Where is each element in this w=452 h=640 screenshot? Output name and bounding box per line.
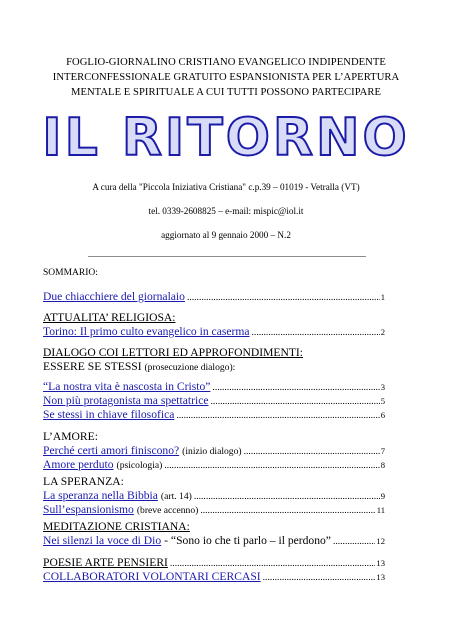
masthead-line-2: INTERCONFESSIONALE GRATUITO ESPANSIONISTA PER L’APERTURA — [52, 72, 400, 83]
section-heading-attualita: ATTUALITA’ RELIGIOSA: — [43, 311, 176, 324]
section-heading-dialogo: DIALOGO COI LETTORI ED APPROFONDIMENTI: — [43, 346, 303, 359]
toc-row — [43, 534, 385, 548]
toc-row — [43, 380, 385, 394]
masthead-line-3: MENTALE E SPIRITUALE A CUI TUTTI POSSONO PARTECIPARE — [70, 87, 382, 98]
leader-dots — [252, 326, 380, 340]
page-number: 2 — [380, 327, 385, 337]
toc-block-meditazione — [43, 520, 385, 548]
section-heading-amore: L’AMORE: — [43, 430, 98, 443]
section-heading-meditazione: MEDITAZIONE CRISTIANA: — [43, 520, 190, 533]
page-number: 13 — [376, 572, 385, 582]
leader-dots — [170, 557, 375, 571]
toc-link-protagonista[interactable]: Non più protagonista ma spettatrice — [43, 394, 209, 407]
toc-row — [43, 444, 385, 458]
leader-dots — [164, 459, 379, 473]
toc-link-poesie[interactable]: POESIE ARTE PENSIERI — [43, 556, 168, 569]
toc-link-torino[interactable]: Torino: Il primo culto evangelico in caserma — [43, 325, 250, 338]
contact-line: tel. 0339-2608825 – e-mail: mispic@iol.it — [148, 206, 304, 216]
leader-dots — [333, 535, 375, 549]
page-number: 13 — [376, 558, 385, 568]
leader-dots — [263, 571, 376, 585]
toc-block-extra — [43, 556, 385, 584]
page-number: 12 — [376, 536, 385, 546]
page-number: 6 — [380, 410, 385, 420]
summary-label: SOMMARIO: — [43, 268, 98, 278]
toc-block-attualita — [43, 311, 385, 339]
toc-link-amore-perduto[interactable]: Amore perduto — [43, 458, 114, 471]
leader-dots — [176, 409, 379, 423]
toc-block-intro — [43, 290, 385, 304]
masthead-line-1: FOGLIO-GIORNALINO CRISTIANO EVANGELICO INDIPENDENTE — [66, 57, 386, 68]
section-heading-speranza: LA SPERANZA: — [43, 475, 124, 488]
toc-link-espansionismo[interactable]: Sull’espansionismo — [43, 503, 134, 516]
toc-row — [43, 290, 385, 304]
toc-link-amori[interactable]: Perché certi amori finiscono? — [43, 444, 180, 457]
toc-link-chiacchiere[interactable]: Due chiacchiere del giornalaio — [43, 290, 185, 303]
leader-dots — [187, 291, 380, 305]
leader-dots — [244, 445, 380, 459]
toc-subtitle: - “Sono io che ti parlo – il perdono” — [164, 534, 331, 547]
toc-row — [43, 458, 385, 472]
toc-note: (psicologia) — [116, 460, 163, 471]
leader-dots — [194, 490, 380, 504]
toc-note: (art. 14) — [160, 491, 192, 502]
page-number: 3 — [380, 382, 385, 392]
toc-link-silenzi[interactable]: Nei silenzi la voce di Dio — [43, 534, 162, 547]
updated-line: aggiornato al 9 gennaio 2000 – N.2 — [161, 230, 291, 240]
divider — [88, 256, 366, 257]
toc-row — [43, 325, 385, 339]
toc-block-dialogo — [43, 346, 385, 374]
toc-row — [43, 556, 385, 570]
page-number: 1 — [380, 292, 385, 302]
curator-line: A cura della "Piccola Iniziativa Cristiana" c.p.39 – 01019 - Vetralla (VT) — [92, 182, 360, 192]
toc-note: (inizio dialogo) — [182, 446, 242, 457]
leader-dots — [200, 504, 375, 518]
leader-dots — [211, 395, 380, 409]
toc-block-essere — [43, 380, 385, 422]
toc-row — [43, 489, 385, 503]
toc-block-speranza — [43, 475, 385, 517]
toc-link-collaboratori[interactable]: COLLABORATORI VOLONTARI CERCASI — [43, 570, 261, 583]
toc-link-chiave-filosofica[interactable]: Se stessi in chiave filosofica — [43, 408, 175, 421]
toc-block-amore — [43, 430, 385, 472]
toc-row — [43, 408, 385, 422]
toc-row — [43, 570, 385, 584]
newsletter-title: IL RITORNO — [42, 108, 410, 168]
masthead-description — [40, 55, 412, 100]
section-heading-essere: ESSERE SE STESSI (prosecuzione dialogo): — [43, 360, 236, 373]
page-number: 8 — [380, 460, 385, 470]
toc-note: (breve accenno) — [136, 505, 199, 516]
toc-row — [43, 503, 385, 517]
page-number: 5 — [380, 396, 385, 406]
page-number: 11 — [376, 505, 385, 515]
page-number: 9 — [380, 491, 385, 501]
toc-row — [43, 394, 385, 408]
page-number: 7 — [380, 446, 385, 456]
toc-link-nostra-vita[interactable]: “La nostra vita è nascosta in Cristo” — [43, 380, 211, 393]
leader-dots — [212, 381, 379, 395]
toc-link-bibbia[interactable]: La speranza nella Bibbia — [43, 489, 158, 502]
